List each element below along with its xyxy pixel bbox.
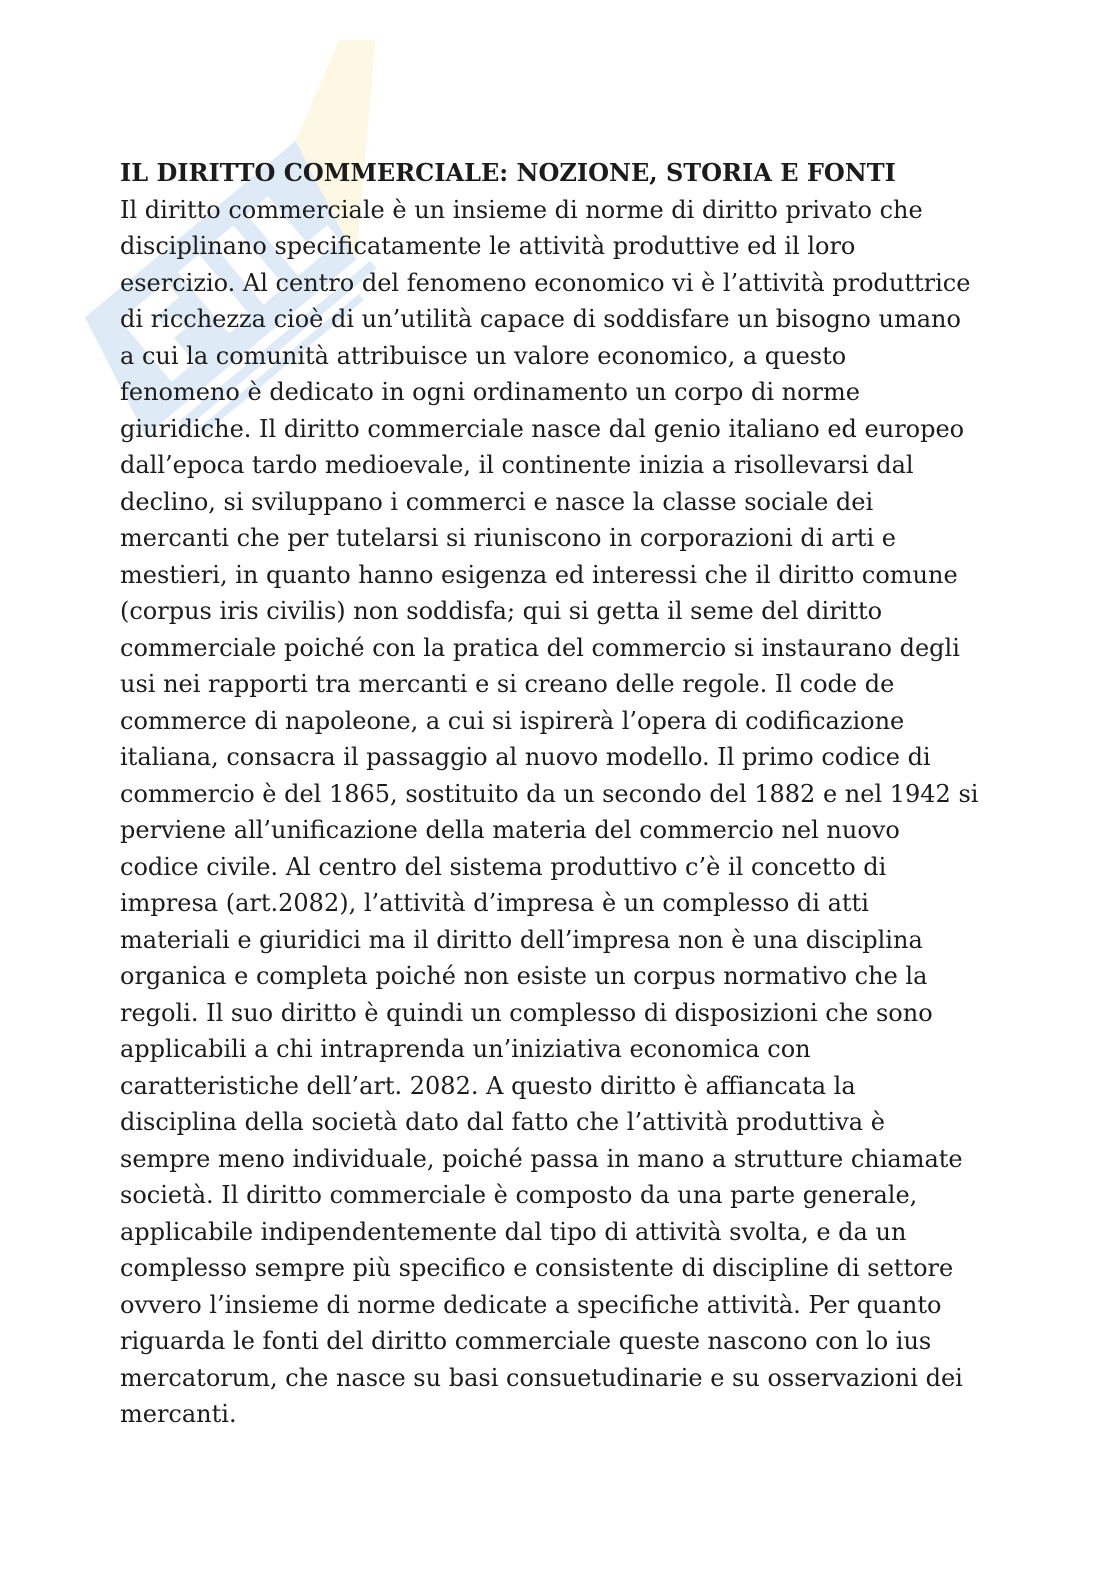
text-line: disciplina della società dato dal fatto che l’attività produttiva è: [120, 1108, 885, 1136]
document-body: [120, 192, 980, 1433]
text-line: commerce di napoleone, a cui si ispirerà l’opera di codificazione: [120, 706, 905, 735]
text-line: Il diritto commerciale è un insieme di norme di diritto privato che: [120, 195, 923, 224]
text-line: complesso sempre più specifico e consistente di discipline di settore: [120, 1254, 954, 1282]
text-line: sempre meno individuale, poiché passa in mano a strutture chiamate: [120, 1144, 963, 1173]
text-line: fenomeno è dedicato in ogni ordinamento un corpo di norme: [120, 378, 860, 406]
text-line: esercizio. Al centro del fenomeno economico vi è l’attività produttrice: [120, 268, 971, 297]
text-line: perviene all’unificazione della materia del commercio nel nuovo: [120, 816, 900, 844]
text-line: di ricchezza cioè di un’utilità capace di soddisfare un bisogno umano: [120, 305, 961, 333]
text-line: impresa (art.2082), l’attività d’impresa è un complesso di atti: [120, 889, 869, 917]
text-line: regoli. Il suo diritto è quindi un complesso di disposizioni che sono: [120, 998, 933, 1027]
text-line: ovvero l’insieme di norme dedicate a specifiche attività. Per quanto: [120, 1290, 942, 1319]
text-line: mercanti.: [120, 1400, 237, 1428]
text-line: organica e completa poiché non esiste un corpus normativo che la: [120, 962, 928, 990]
text-line: società. Il diritto commerciale è composto da una parte generale,: [120, 1181, 918, 1209]
text-line: commerciale poiché con la pratica del commercio si instaurano degli: [120, 633, 960, 662]
text-line: a cui la comunità attribuisce un valore economico, a questo: [120, 341, 847, 370]
text-line: disciplinano specificatamente le attività produttive ed il loro: [120, 232, 856, 260]
text-line: (corpus iris civilis) non soddisfa; qui si getta il seme del diritto: [120, 597, 883, 625]
document-content: [120, 155, 980, 1433]
text-line: materiali e giuridici ma il diritto dell’impresa non è una disciplina: [120, 925, 923, 954]
text-line: riguarda le fonti del diritto commerciale queste nascono con lo ius: [120, 1327, 932, 1355]
text-line: usi nei rapporti tra mercanti e si creano delle regole. Il code de: [120, 670, 895, 698]
text-line: commercio è del 1865, sostituito da un secondo del 1882 e nel 1942 si: [120, 779, 979, 808]
text-line: codice civile. Al centro del sistema produttivo c’è il concetto di: [120, 852, 887, 881]
text-line: declino, si sviluppano i commerci e nasce la classe sociale dei: [120, 487, 874, 516]
text-line: applicabili a chi intraprenda un’iniziativa economica con: [120, 1035, 811, 1063]
text-line: applicabile indipendentemente dal tipo di attività svolta, e da un: [120, 1217, 907, 1246]
text-line: mercatorum, che nasce su basi consuetudinarie e su osservazioni dei: [120, 1363, 963, 1392]
text-line: mercanti che per tutelarsi si riuniscono in corporazioni di arti e: [120, 524, 896, 552]
text-line: caratteristiche dell’art. 2082. A questo diritto è affiancata la: [120, 1071, 856, 1100]
text-line: italiana, consacra il passaggio al nuovo modello. Il primo codice di: [120, 743, 931, 771]
document-title: IL DIRITTO COMMERCIALE: NOZIONE, STORIA E FONTI: [120, 158, 896, 187]
text-line: dall’epoca tardo medioevale, il continente inizia a risollevarsi dal: [120, 451, 914, 479]
text-line: mestieri, in quanto hanno esigenza ed interessi che il diritto comune: [120, 560, 958, 589]
text-line: giuridiche. Il diritto commerciale nasce dal genio italiano ed europeo: [120, 414, 965, 443]
